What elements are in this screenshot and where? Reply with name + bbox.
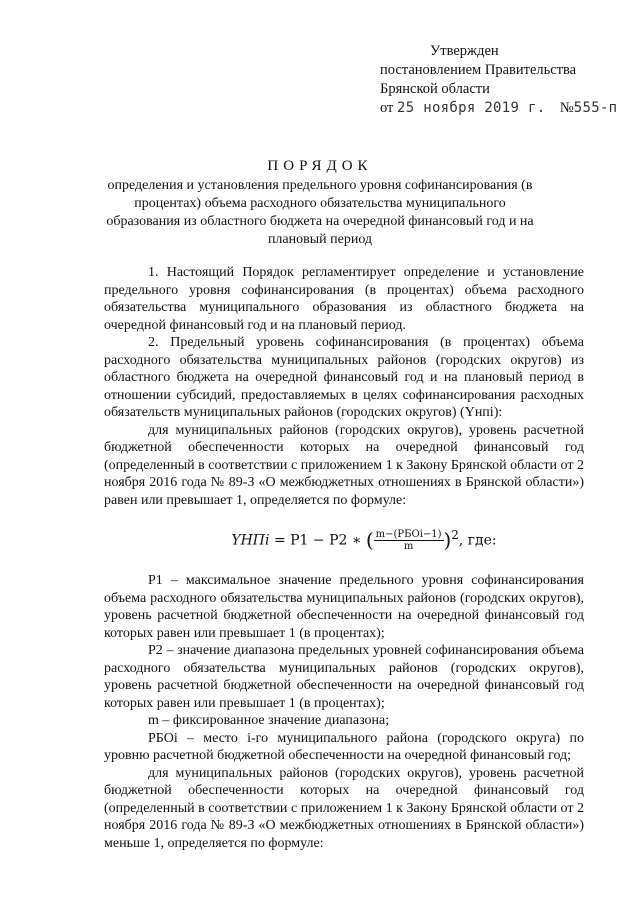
formula-denominator: m: [403, 541, 414, 553]
paragraph-p2-definition: P2 – значение диапазона предельных уровней софинансирования объема расходного обязательства муниципальных районов (городских округов), уровень расчетной бюджетной обеспеченности на очередной финансовый год которых равен или превышает 1 (в процентах);: [104, 643, 584, 711]
formula-mid: = P1 − P2 ∗: [269, 532, 366, 549]
document-body: [104, 264, 584, 852]
number-prefix: №: [559, 100, 574, 116]
paragraph-2: 2. Предельный уровень софинансирования (в процентах) объема расходного обязательства муниципальных районов (городских округов) из областного бюджета на очередной финансовый год и на плановый период в отношении субсидий, предоставляемых в целях софинансирования расходных обязательств муниципальных районов (городских округов) (Yнпi):: [104, 335, 584, 420]
approval-stamp: [380, 42, 620, 118]
document-title: ПОРЯДОК: [267, 158, 373, 174]
paragraph-3: для муниципальных районов (городских округов), уровень расчетной бюджетной обеспеченности которых на очередной финансовый год (определенный в соответствии с приложением 1 к Закону Брянской области от 2 ноября 2016 года № 89-З «О межбюджетных отношениях в Брянской области») равен или превышает 1, определяется по формуле:: [104, 422, 584, 508]
formula-lhs: YНПi: [231, 532, 270, 549]
approval-line-2: постановлением Правительства: [380, 62, 577, 78]
document-title-block: [100, 158, 540, 249]
formula-fraction: [374, 529, 444, 552]
paragraph-p1-definition: P1 – максимальное значение предельного уровня софинансирования объема расходного обязательства муниципальных районов (городских округов), уровень расчетной бюджетной обеспеченности на очередной финансовый год которых равен или превышает 1 (в процентах);: [104, 573, 584, 641]
paragraph-m-definition: m – фиксированное значение диапазона;: [148, 713, 390, 729]
paragraph-4: для муниципальных районов (городских округов), уровень расчетной бюджетной обеспеченности которых на очередной финансовый год (определенный в соответствии с приложением 1 к Закону Брянской области от 2 ноября 2016 года № 89-З «О межбюджетных отношениях в Брянской области») меньше 1, определяется по формуле:: [104, 765, 584, 851]
formula-numerator: m−(РБОi−1): [375, 529, 442, 541]
paragraph-1: 1. Настоящий Порядок регламентирует определение и установление предельного уровня софинансирования (в процентах) объема расходного обязательства муниципального образования из областного бюджета на очередной финансовый год и на плановый период.: [104, 265, 584, 333]
document-subtitle: определения и установления предельного уровня софинансирования (в процентах) объема расходного обязательства муниципального образования из областного бюджета на очередной финансовый год и на плановый период: [106, 178, 534, 247]
paragraph-rbo-definition: РБОi – место i-го муниципального района (городского округа) по уровню расчетной бюджетной обеспеченности на очередной финансовый год;: [104, 730, 584, 764]
formula-1: YНПi = P1 − P2 ∗ ( $\frac{\text{m−(РБОi−1)}}{m}$ )$^2$, где:: [231, 527, 497, 553]
approval-line-1: Утвержден: [430, 43, 499, 59]
date-value: 25 ноября 2019 г.: [397, 100, 546, 116]
date-prefix: от: [380, 100, 394, 116]
approval-date-line: [380, 99, 620, 118]
formula-tail: , где:: [458, 532, 497, 549]
formula-exponent: 2: [451, 528, 459, 542]
approval-line-3: Брянской области: [380, 81, 490, 97]
number-value: 555-п: [573, 100, 618, 116]
